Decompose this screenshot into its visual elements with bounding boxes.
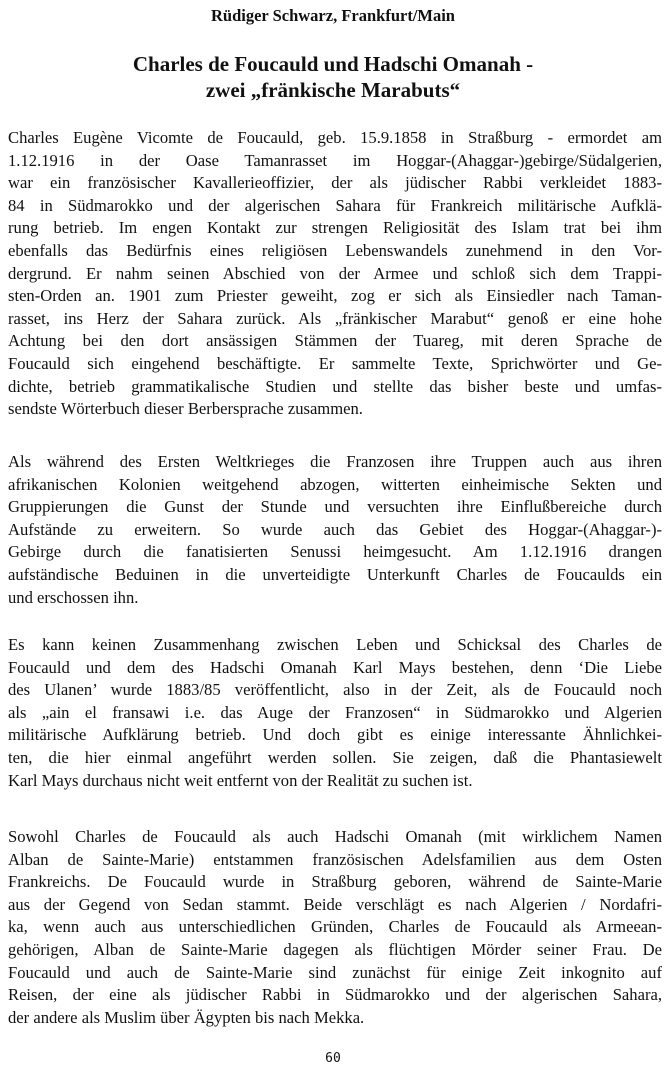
paragraph-line: ten, die hier einmal angeführt werden sollen. Sie zeigen, daß die Phantasiewelt bbox=[8, 747, 662, 767]
paragraph-line: des Ulanen’ wurde 1883/85 veröffentlicht, also in der Zeit, als de Foucauld noch bbox=[8, 680, 662, 700]
paragraph-line: Sowohl Charles de Foucauld als auch Hadschi Omanah (mit wirklichem Namen bbox=[8, 827, 662, 846]
paragraph-line: aufständische Beduinen in die unverteidigte Unterkunft Charles de Foucaulds ein bbox=[8, 564, 662, 584]
paragraph-line: sten-Orden an. 1901 zum Priester geweiht, zog er sich als Einsiedler nach Taman- bbox=[8, 286, 662, 306]
paragraph-line: dichte, betrieb grammatikalische Studien und stellte das bisher beste und umfas- bbox=[8, 376, 662, 396]
paragraph-3 bbox=[8, 634, 662, 792]
paragraph-line: dergrund. Er nahm seinen Abschied von der Armee und schloß sich dem Trappi- bbox=[8, 263, 662, 283]
paragraph-line: gehörigen, Alban de Sainte-Marie dagegen als flüchtigen Mörder seiner Frau. De bbox=[8, 939, 662, 959]
paragraph-line: aus der Gegend von Sedan stammt. Beide verschlägt es nach Algerien / Nordafri- bbox=[8, 894, 662, 914]
paragraph-line: Achtung bei den dort ansässigen Stämmen der Tuareg, mit deren Sprache de bbox=[8, 331, 662, 351]
paragraph-line: Es kann keinen Zusammenhang zwischen Leben und Schicksal des Charles de bbox=[8, 635, 662, 654]
paragraph-line: ka, wenn auch aus unterschiedlichen Gründen, Charles de Foucauld als Armeean- bbox=[8, 917, 662, 937]
paragraph-line: Karl Mays durchaus nicht weit entfernt von der Realität zu suchen ist. bbox=[8, 770, 473, 790]
paragraph-line: afrikanischen Kolonien weitgehend abzogen, witterten einheimische Sekten und bbox=[8, 474, 662, 494]
paragraph-line: ebenfalls das Bedürfnis eines religiösen Lebenswandels zunehmend in den Vor- bbox=[8, 240, 662, 260]
paragraph-line: der andere als Muslim über Ägypten bis nach Mekka. bbox=[8, 1007, 365, 1027]
article-title-line-1: Charles de Foucauld und Hadschi Omanah - bbox=[132, 52, 534, 76]
paragraph-line: Foucauld und dem des Hadschi Omanah Karl Mays bestehen, denn ‘Die Liebe bbox=[8, 657, 662, 677]
paragraph-line: war ein französischer Kavallerieoffizier, der als jüdischer Rabbi verkleidet 1883- bbox=[8, 173, 662, 193]
paragraph-line: 84 in Südmarokko und der algerischen Sahara für Frankreich militärische Aufklä- bbox=[8, 195, 662, 215]
paragraph-line: rasset, ins Herz der Sahara zurück. Als „fränkischer Marabut“ genoß er eine hohe bbox=[8, 308, 662, 328]
paragraph-1 bbox=[8, 127, 662, 421]
paragraph-line: Frankreichs. De Foucauld wurde in Straßburg geboren, während de Sainte-Marie bbox=[8, 872, 662, 892]
paragraph-line: rung betrieb. Im engen Kontakt zur strengen Religiosität des Islam trat bei ihm bbox=[8, 218, 662, 238]
paragraph-line: Aufstände zu erweitern. So wurde auch das Gebiet des Hoggar-(Ahaggar-)- bbox=[8, 519, 662, 539]
paragraph-line: Reisen, der eine als jüdischer Rabbi in Südmarokko und der algerischen Sahara, bbox=[8, 985, 662, 1005]
article-title bbox=[0, 51, 666, 103]
paragraph-line: Foucauld und auch de Sainte-Marie sind zunächst für einige Zeit inkognito auf bbox=[8, 962, 662, 982]
paragraph-line: sendste Wörterbuch dieser Berbersprache zusammen. bbox=[8, 399, 363, 419]
author-line: Rüdiger Schwarz, Frankfurt/Main bbox=[211, 6, 455, 25]
article-title-line-2: zwei „fränkische Marabuts“ bbox=[205, 78, 461, 102]
paragraph-line: Als während des Ersten Weltkrieges die Franzosen ihre Truppen auch aus ihren bbox=[8, 452, 662, 471]
paragraph-line: 1.12.1916 in der Oase Tamanrasset im Hoggar-(Ahaggar-)gebirge/Südalgerien, bbox=[8, 150, 662, 170]
paragraph-2 bbox=[8, 451, 662, 609]
paragraph-line: als „ain el fransawi i.e. das Auge der Franzosen“ in Südmarokko und Algerien bbox=[8, 702, 662, 722]
paragraph-line: militärische Aufklärung betrieb. Und doch gibt es einige interessante Ähnlichkei- bbox=[8, 725, 662, 745]
paragraph-4 bbox=[8, 826, 662, 1029]
paragraph-line: und erschossen ihn. bbox=[8, 587, 139, 607]
paragraph-line: Charles Eugène Vicomte de Foucauld, geb. 15.9.1858 in Straßburg - ermordet am bbox=[8, 128, 662, 147]
paragraph-line: Alban de Sainte-Marie) entstammen französischen Adelsfamilien aus dem Osten bbox=[8, 849, 662, 869]
paragraph-line: Foucauld sich eingehend beschäftigte. Er sammelte Texte, Sprichwörter und Ge- bbox=[8, 353, 662, 373]
page-number: 60 bbox=[325, 1051, 341, 1066]
paragraph-line: Gebirge durch die fanatisierten Senussi heimgesucht. Am 1.12.1916 drangen bbox=[8, 542, 662, 562]
paragraph-line: Gruppierungen die Gunst der Stunde und versuchten ihre Einflußbereiche durch bbox=[8, 497, 662, 517]
